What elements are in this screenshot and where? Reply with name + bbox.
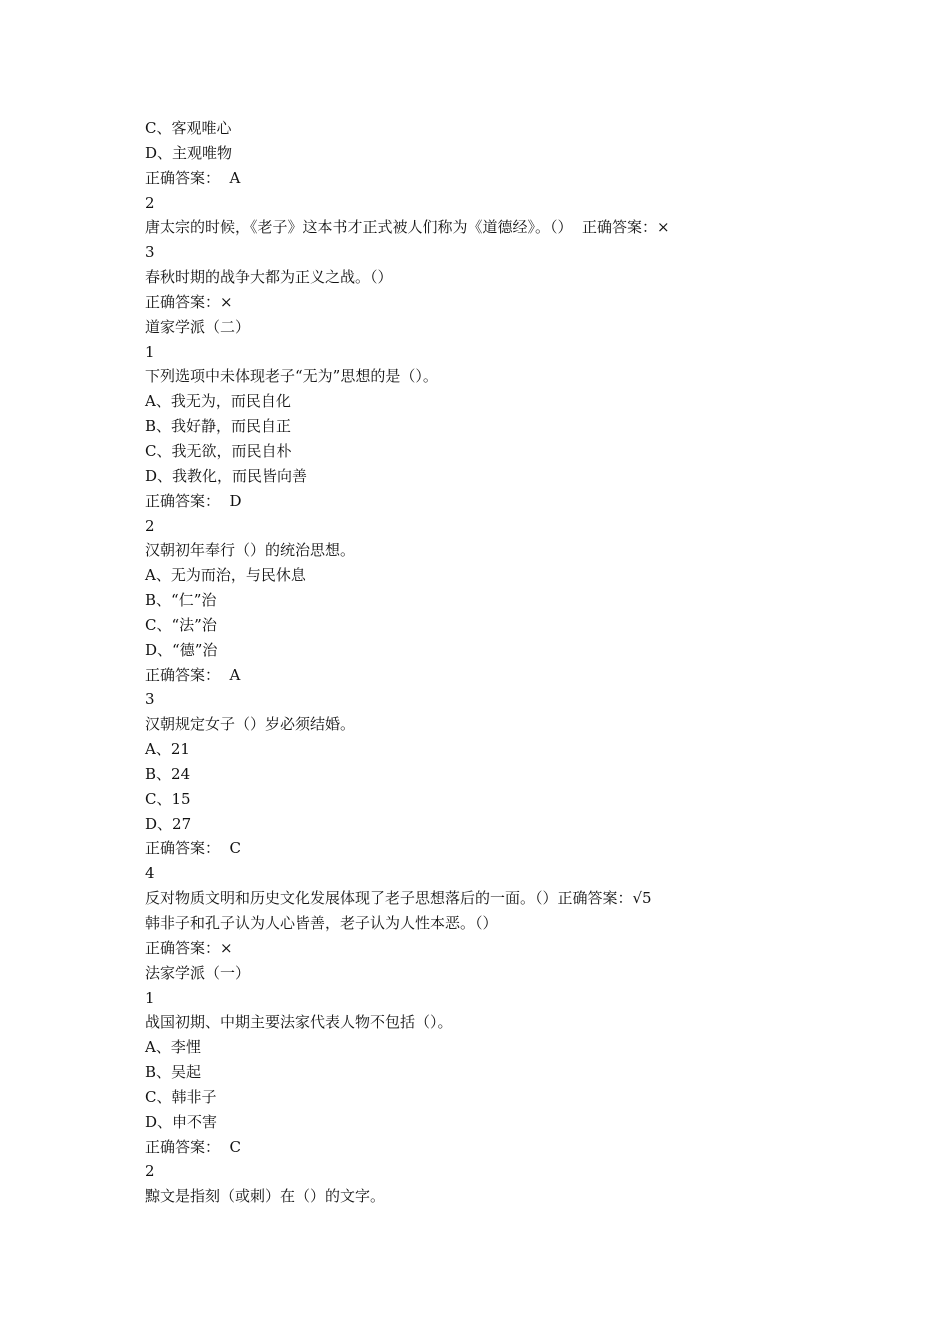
question-number: 1 [145,342,155,361]
document-text [145,116,845,1209]
question-text: 韩非子和孔子认为人心皆善，老子认为人性本恶。（） [145,914,498,932]
option-d: D、申不害 [145,1112,218,1131]
option-c: C、韩非子 [145,1087,217,1106]
question-text: 春秋时期的战争大都为正义之战。（） [145,268,393,287]
correct-answer: 正确答案：× [145,292,233,311]
question-text: 唐太宗的时候，《老子》这本书才正式被人们称为《道德经》。（） 正确答案：× [145,218,670,237]
question-number: 2 [145,516,155,535]
correct-answer: 正确答案： C [145,839,242,858]
question-text: 下列选项中未体现老子“无为”思想的是（）。 [145,367,438,386]
option-b: B、“仁”治 [145,591,217,610]
question-number: 4 [145,864,155,883]
option-d: D、我教化，而民皆向善 [145,466,308,485]
question-text: 黥文是指刻（或刺）在（）的文字。 [145,1187,386,1206]
option-d: D、主观唯物 [145,143,233,162]
correct-answer: 正确答案：× [145,938,233,957]
correct-answer: 正确答案： A [145,168,241,187]
question-number: 1 [145,988,155,1007]
question-number: 3 [145,243,155,262]
option-a: A、21 [145,740,190,759]
section-heading: 道家学派（二） [145,317,251,336]
correct-answer: 正确答案： A [145,665,241,684]
option-b: B、吴起 [145,1063,202,1082]
question-number: 2 [145,193,155,212]
option-c: C、客观唯心 [145,119,232,137]
question-number: 2 [145,1162,155,1181]
question-number: 3 [145,690,155,709]
option-a: A、李悝 [145,1038,201,1057]
option-a: A、无为而治，与民休息 [145,566,306,585]
question-text: 战国初期、中期主要法家代表人物不包括（）。 [145,1013,453,1032]
option-c: C、我无欲，而民自朴 [145,441,292,460]
option-a: A、我无为，而民自化 [145,392,291,411]
option-b: B、我好静，而民自正 [145,417,292,436]
question-text: 汉朝初年奉行（）的统治思想。 [145,541,356,560]
correct-answer: 正确答案： D [145,491,242,510]
option-b: B、24 [145,764,191,783]
question-text: 反对物质文明和历史文化发展体现了老子思想落后的一面。（）正确答案：√5 [145,889,652,908]
option-c: C、15 [145,789,191,808]
section-heading: 法家学派（一） [145,963,251,982]
option-d: D、“德”治 [145,640,218,659]
option-d: D、27 [145,814,192,833]
question-text: 汉朝规定女子（）岁必须结婚。 [145,715,356,734]
option-c: C、“法”治 [145,615,217,634]
correct-answer: 正确答案： C [145,1137,242,1156]
